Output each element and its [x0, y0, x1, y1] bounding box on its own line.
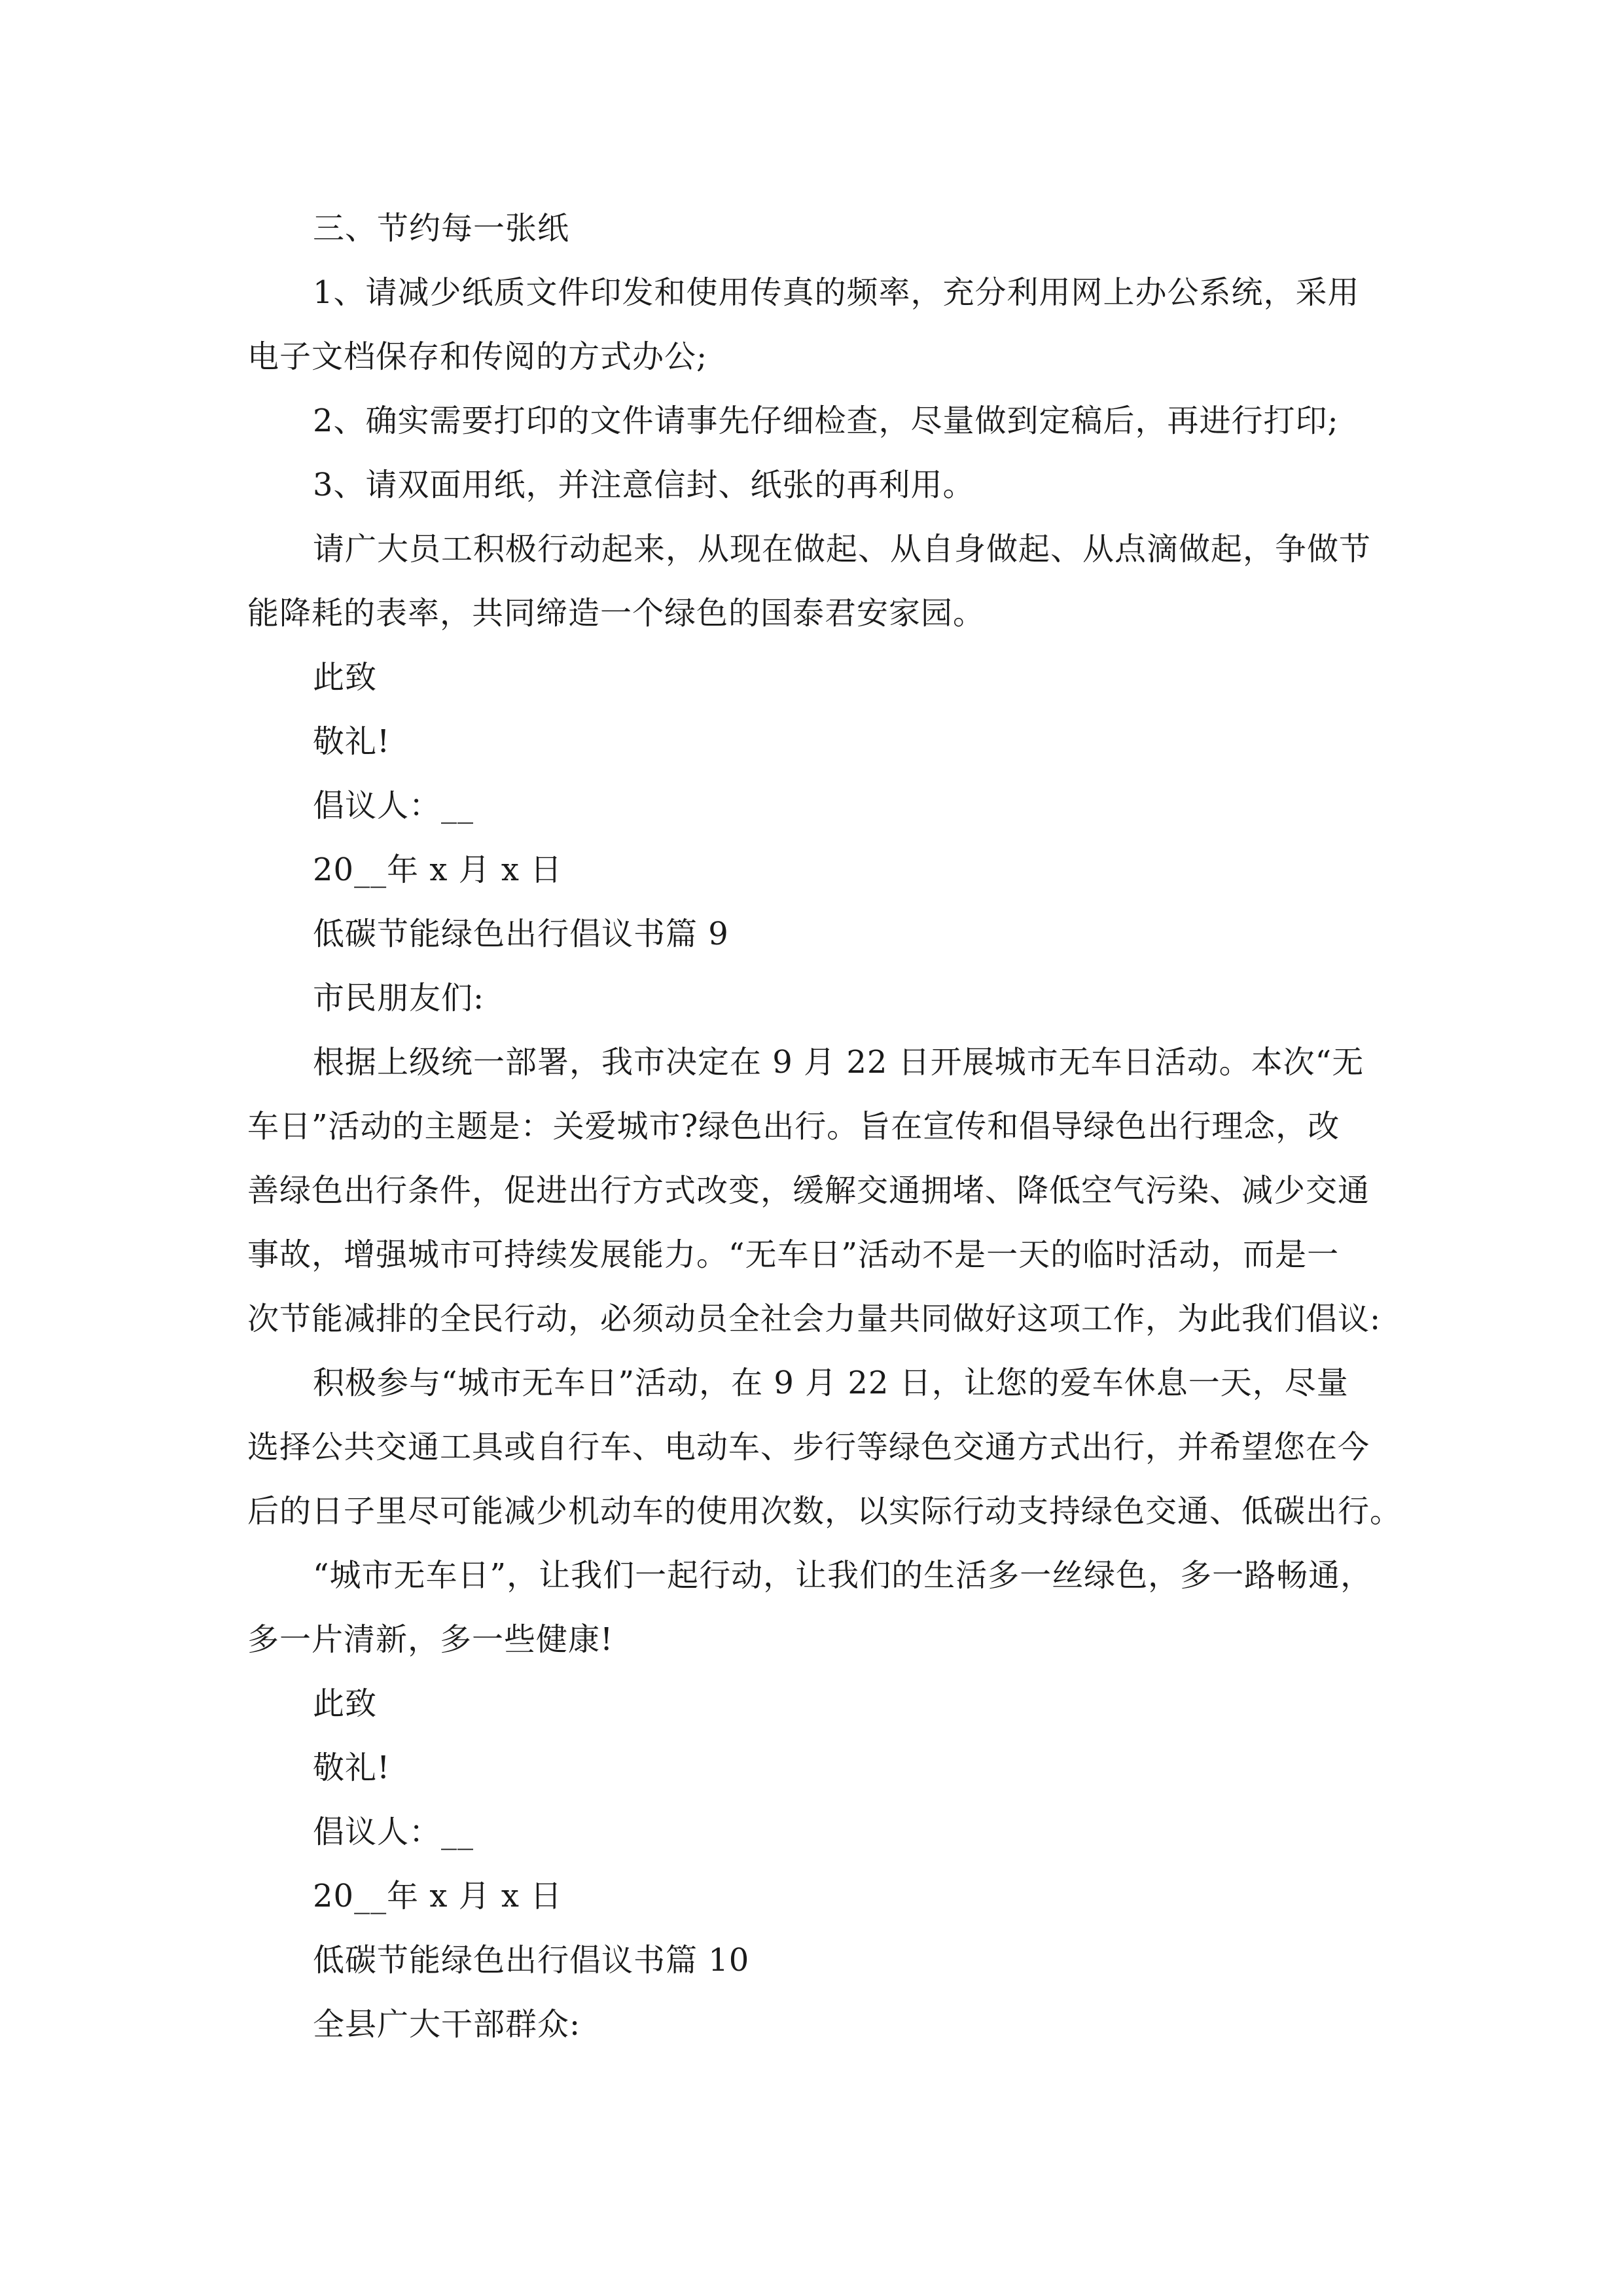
paragraph: [247, 774, 1380, 838]
text-line: 车日”活动的主题是：关爱城市?绿色出行。旨在宣传和倡导绿色出行理念，改: [247, 1108, 1340, 1145]
paragraph: [247, 453, 1380, 517]
text-line: 全县广大干部群众:: [313, 2006, 581, 2043]
paragraph: [247, 196, 1380, 260]
text-line: 此致: [313, 1685, 378, 1722]
text-line: 3、请双面用纸，并注意信封、纸张的再利用。: [313, 467, 975, 503]
paragraph: [247, 1672, 1380, 1736]
text-line: 善绿色出行条件，促进出行方式改变，缓解交通拥堵、降低空气污染、减少交通: [247, 1172, 1370, 1209]
text-line: 20__年 x 月 x 日: [313, 852, 563, 888]
text-line: “城市无车日”，让我们一起行动，让我们的生活多一丝绿色，多一路畅通，: [313, 1557, 1373, 1594]
paragraph: [247, 1800, 1380, 1864]
text-line: 低碳节能绿色出行倡议书篇 10: [313, 1942, 750, 1979]
text-line: 市民朋友们:: [313, 980, 485, 1016]
paragraph: [247, 838, 1380, 902]
paragraph: [247, 1736, 1380, 1800]
text-line: 敬礼!: [313, 1749, 391, 1786]
text-line: 事故，增强城市可持续发展能力。“无车日”活动不是一天的临时活动，而是一: [247, 1236, 1340, 1273]
paragraph: [247, 902, 1380, 966]
text-line: 三、节约每一张纸: [313, 210, 570, 247]
text-line: 次节能减排的全民行动，必须动员全社会力量共同做好这项工作，为此我们倡议:: [247, 1300, 1382, 1337]
paragraph: [247, 1351, 1402, 1543]
text-line: 请广大员工积极行动起来，从现在做起、从自身做起、从点滴做起，争做节: [313, 531, 1372, 567]
paragraph: [247, 1928, 1380, 1992]
text-line: 根据上级统一部署，我市决定在 9 月 22 日开展城市无车日活动。本次“无: [313, 1044, 1364, 1081]
text-line: 低碳节能绿色出行倡议书篇 9: [313, 916, 729, 952]
text-line: 敬礼!: [313, 723, 391, 760]
text-line: 1、请减少纸质文件印发和使用传真的频率，充分利用网上办公系统，采用: [313, 274, 1360, 311]
paragraph: [247, 645, 1380, 709]
paragraph: [247, 1543, 1380, 1672]
text-line: 多一片清新，多一些健康!: [247, 1621, 614, 1658]
text-line: 选择公共交通工具或自行车、电动车、步行等绿色交通方式出行，并希望您在今: [247, 1429, 1370, 1465]
text-line: 电子文档保存和传阅的方式办公;: [247, 338, 708, 375]
text-line: 能降耗的表率，共同缔造一个绿色的国泰君安家园。: [247, 595, 986, 632]
text-line: 倡议人：__: [313, 787, 474, 824]
text-line: 后的日子里尽可能减少机动车的使用次数，以实际行动支持绿色交通、低碳出行。: [247, 1493, 1402, 1530]
text-line: 20__年 x 月 x 日: [313, 1878, 563, 1914]
paragraph: [247, 389, 1380, 453]
document-body: [247, 196, 1402, 2056]
paragraph: [247, 1992, 1380, 2056]
paragraph: [247, 966, 1380, 1030]
text-line: 2、确实需要打印的文件请事先仔细检查，尽量做到定稿后，再进行打印;: [313, 403, 1339, 439]
text-line: 倡议人：__: [313, 1814, 474, 1850]
text-line: 此致: [313, 659, 378, 696]
paragraph: [247, 1030, 1380, 1351]
paragraph: [247, 709, 1380, 774]
paragraph: [247, 260, 1380, 389]
text-line: 积极参与“城市无车日”活动，在 9 月 22 日，让您的爱车休息一天，尽量: [313, 1365, 1349, 1401]
paragraph: [247, 1864, 1380, 1928]
paragraph: [247, 517, 1380, 645]
